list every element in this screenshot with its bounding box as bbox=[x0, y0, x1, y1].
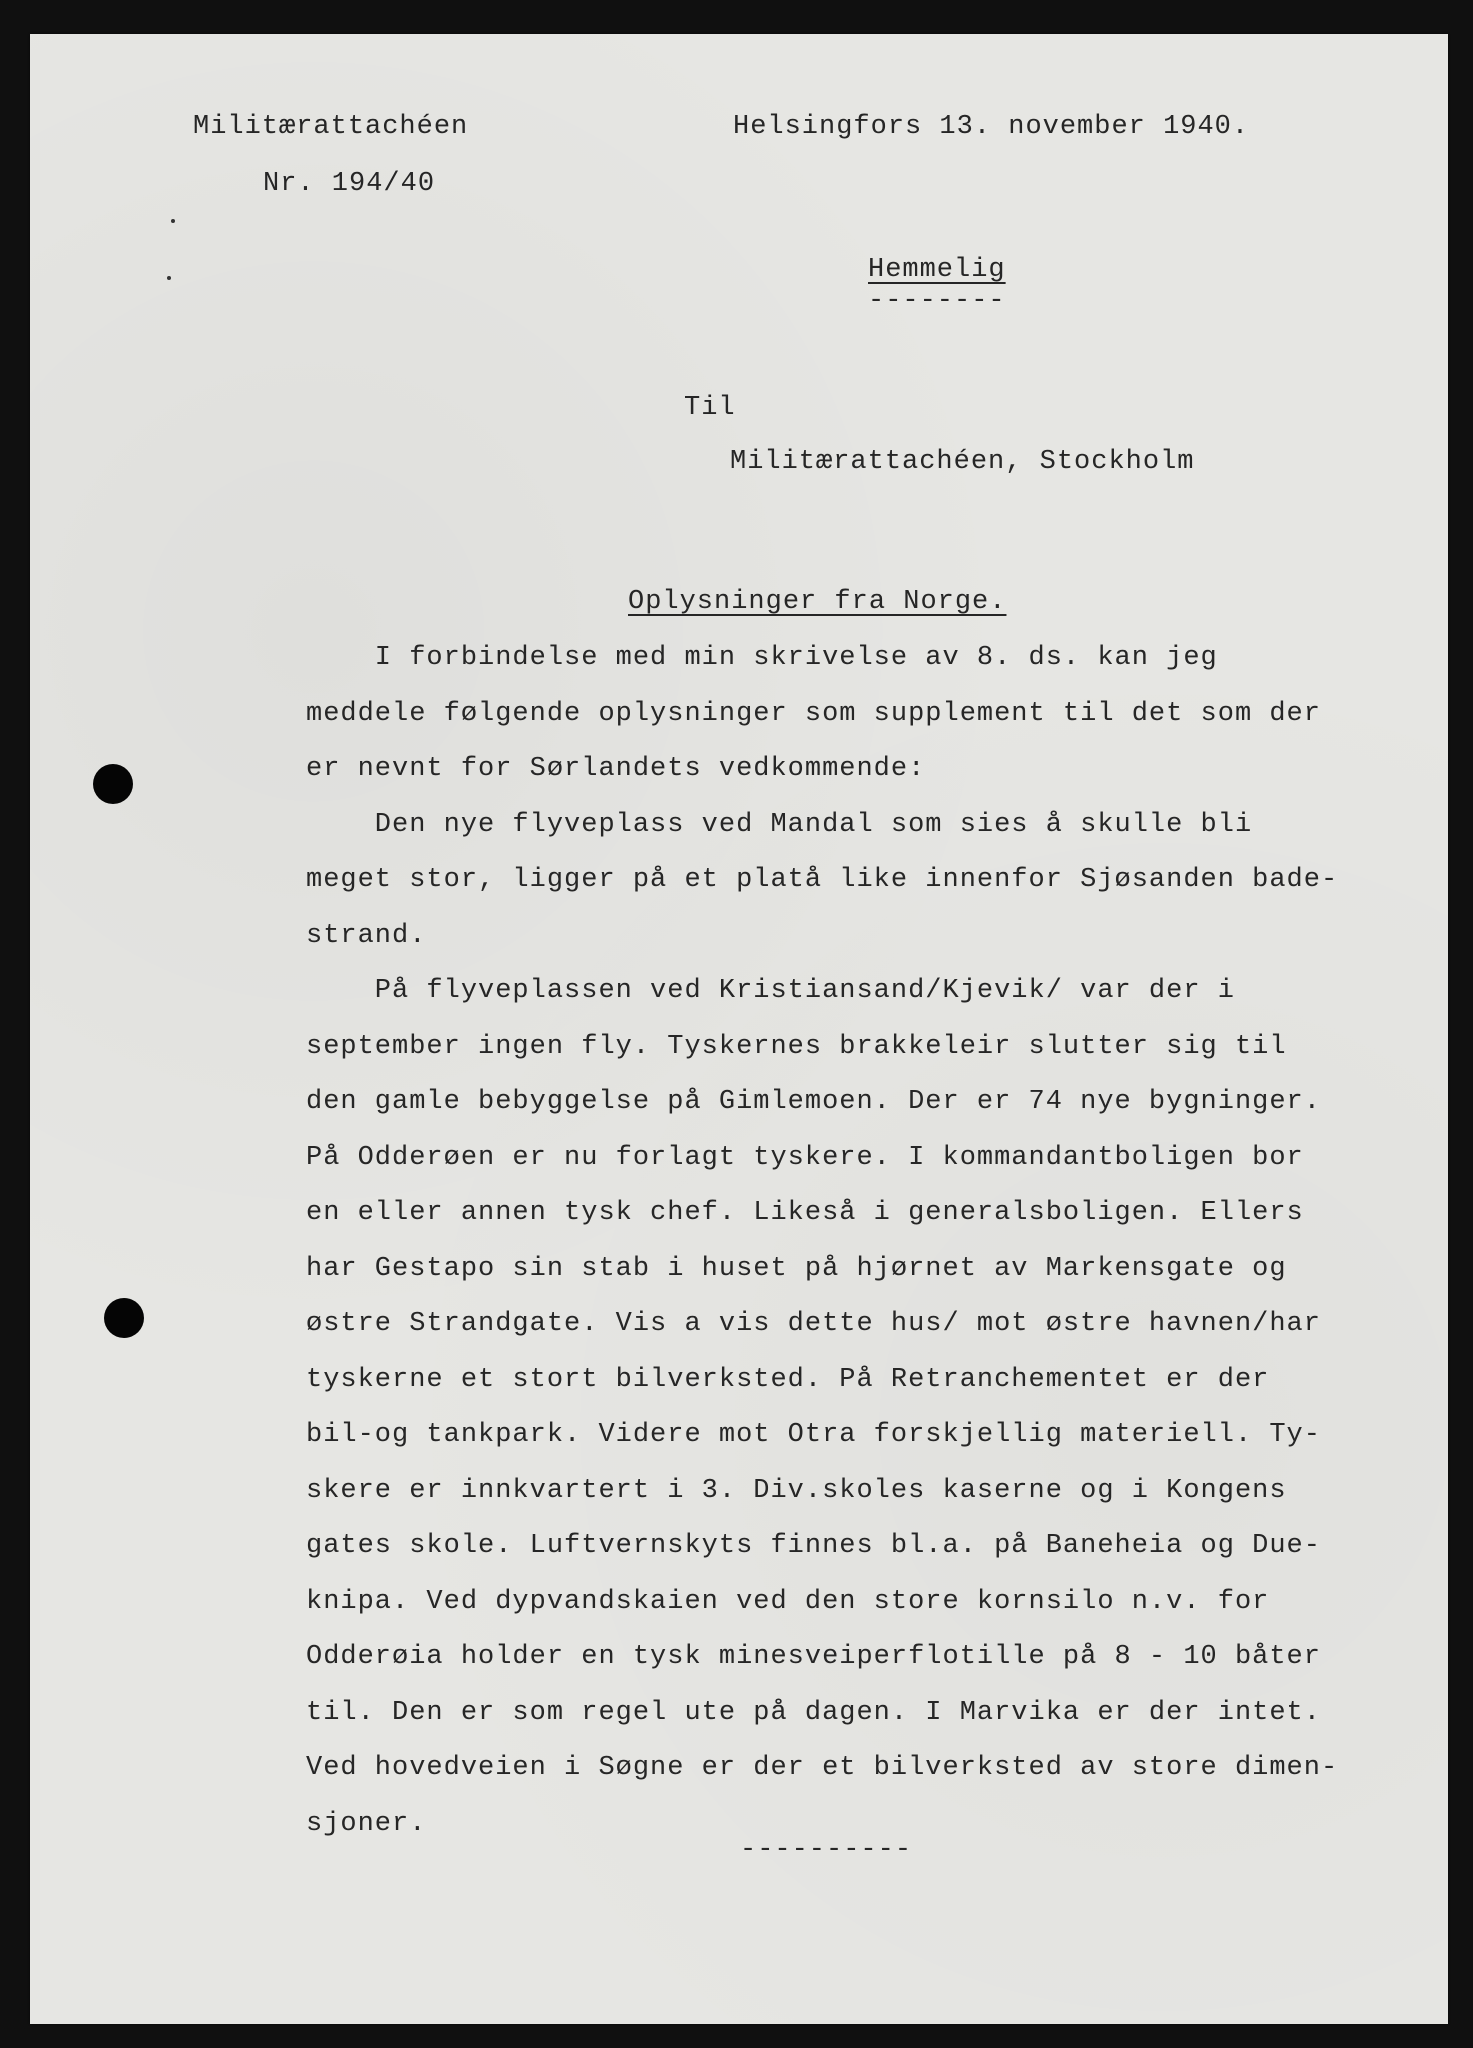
speck-mark bbox=[171, 219, 175, 223]
recipient-to: Til bbox=[684, 393, 736, 423]
body-line: den gamle bebyggelse på Gimlemoen. Der er 74 nye bygninger. bbox=[306, 1087, 1321, 1117]
body-line: er nevnt for Sørlandets vedkommende: bbox=[306, 754, 926, 784]
letter-body bbox=[306, 631, 1356, 1852]
body-line: østre Strandgate. Vis a vis dette hus/ mot østre havnen/har bbox=[306, 1309, 1321, 1339]
body-line: strand. bbox=[306, 920, 427, 951]
body-line: har Gestapo sin stab i huset på hjørnet av Markensgate og bbox=[306, 1253, 1287, 1284]
body-line: Odderøia holder en tysk minesveiperflotille på 8 - 10 båter bbox=[306, 1642, 1321, 1672]
body-line: sjoner. bbox=[306, 1808, 427, 1839]
punch-hole-top bbox=[93, 764, 133, 804]
classification-rule: -------- bbox=[868, 286, 1006, 316]
body-line: meddele følgende oplysninger som supplement til det som der bbox=[306, 698, 1321, 729]
body-line: I forbindelse med min skrivelse av 8. ds. kan jeg bbox=[306, 643, 1218, 673]
body-line: knipa. Ved dypvandskaien ved den store kornsilo n.v. for bbox=[306, 1586, 1270, 1617]
reference-number: Nr. 194/40 bbox=[263, 169, 436, 199]
body-line: skere er innkvartert i 3. Div.skoles kaserne og i Kongens bbox=[306, 1475, 1287, 1506]
recipient-name: Militærattachéen, Stockholm bbox=[730, 447, 1195, 477]
punch-hole-bottom bbox=[104, 1298, 144, 1338]
body-line: På Odderøen er nu forlagt tyskere. I kommandantboligen bor bbox=[306, 1142, 1304, 1173]
subject-heading: Oplysninger fra Norge. bbox=[628, 587, 1007, 617]
body-line: Ved hovedveien i Søgne er der et bilverksted av store dimen- bbox=[306, 1753, 1339, 1783]
body-line: Den nye flyveplass ved Mandal som sies å skulle bli bbox=[306, 809, 1253, 840]
body-line: tyskerne et stort bilverksted. På Retranchementet er der bbox=[306, 1364, 1270, 1395]
body-line: bil-og tankpark. Videre mot Otra forskjellig materiell. Ty- bbox=[306, 1420, 1321, 1450]
body-line: meget stor, ligger på et platå like innenfor Sjøsanden bade- bbox=[306, 865, 1339, 895]
body-line: september ingen fly. Tyskernes brakkeleir slutter sig til bbox=[306, 1031, 1287, 1062]
body-line: På flyveplassen ved Kristiansand/Kjevik/ var der i bbox=[306, 976, 1235, 1006]
body-line: til. Den er som regel ute på dagen. I Marvika er der intet. bbox=[306, 1697, 1321, 1728]
closing-rule: ---------- bbox=[740, 1835, 913, 1865]
sender-label: Militærattachéen bbox=[193, 112, 469, 142]
speck-mark bbox=[167, 276, 171, 280]
body-line: en eller annen tysk chef. Likeså i generalsboligen. Ellers bbox=[306, 1198, 1304, 1228]
body-line: gates skole. Luftvernskyts finnes bl.a. på Baneheia og Due- bbox=[306, 1531, 1321, 1561]
classification-label: Hemmelig bbox=[868, 255, 1006, 285]
place-and-date: Helsingfors 13. november 1940. bbox=[733, 112, 1250, 142]
